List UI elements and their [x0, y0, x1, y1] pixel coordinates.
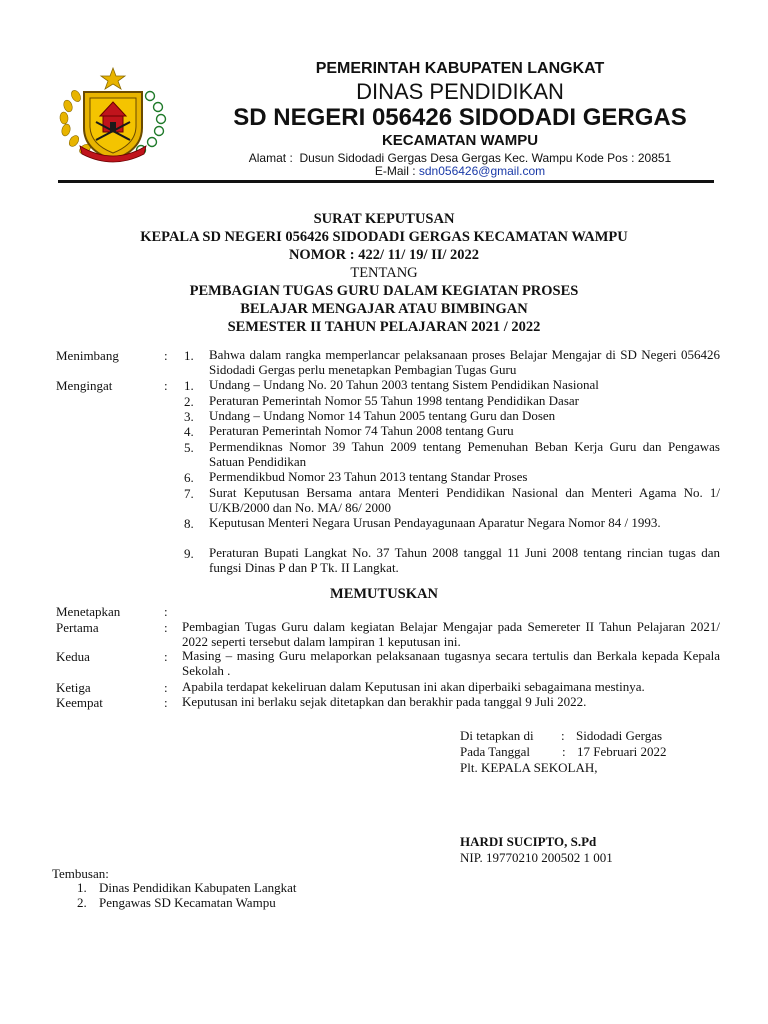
- signatory-position: Plt. KEPALA SEKOLAH,: [460, 760, 598, 775]
- list-item: Peraturan Pemerintah Nomor 74 Tahun 2008 tentang Guru: [209, 423, 514, 438]
- letterhead-email: [170, 164, 750, 178]
- address-label: Alamat :: [248, 151, 293, 165]
- keempat-text: Keputusan ini berlaku sejak ditetapkan dan berakhir pada tanggal 9 Juli 2022.: [182, 694, 587, 709]
- menetapkan-label: Menetapkan: [56, 604, 121, 619]
- list-item: Bahwa dalam rangka memperlancar pelaksanaan proses Belajar Mengajar di SD Negeri 056426 Sidodadi Gergas perlu menetapkan Pembagian Tugas Guru: [209, 347, 720, 377]
- colon: :: [164, 604, 168, 619]
- ketiga-label: Ketiga: [56, 680, 91, 695]
- kedua-label: Kedua: [56, 649, 90, 664]
- list-item: Keputusan Menteri Negara Urusan Pendayagunaan Aparatur Negara Nomor 84 / 1993.: [209, 515, 661, 530]
- list-number: 6.: [184, 470, 194, 485]
- letterhead-agency: DINAS PENDIDIKAN: [356, 79, 564, 104]
- letterhead-district: KECAMATAN WAMPU: [381, 132, 539, 149]
- letterhead-government: PEMERINTAH KABUPATEN LANGKAT: [315, 60, 605, 77]
- list-number: 2.: [77, 895, 87, 910]
- list-item: Permendiknas Nomor 39 Tahun 2009 tentang Pemenuhan Beban Kerja Guru dan Pengawas Satuan Pendidikan: [209, 439, 720, 469]
- kedua-text: Masing – masing Guru melaporkan pelaksanaan tugasnya secara tertulis dan Berkala kepada Kepala Sekolah .: [182, 648, 720, 678]
- list-item: Peraturan Bupati Langkat No. 37 Tahun 2008 tanggal 11 Juni 2008 tentang rincian tugas dan fungsi Dinas P dan P Tk. II Langkat.: [209, 545, 720, 575]
- place-label: Di tetapkan di: [460, 728, 534, 743]
- list-number: 1.: [77, 880, 87, 895]
- email-label: E-Mail :: [374, 164, 416, 178]
- list-item: Peraturan Pemerintah Nomor 55 Tahun 1998 tentang Pendidikan Dasar: [209, 393, 579, 408]
- colon: :: [164, 378, 168, 393]
- pertama-label: Pertama: [56, 620, 99, 635]
- tembusan-label: Tembusan:: [52, 866, 109, 881]
- date-label: Pada Tanggal: [460, 744, 530, 759]
- list-item: Permendikbud Nomor 23 Tahun 2013 tentang Standar Proses: [209, 469, 528, 484]
- signatory-name: HARDI SUCIPTO, S.Pd: [460, 834, 597, 849]
- colon: :: [164, 348, 168, 363]
- colon: :: [561, 728, 565, 743]
- list-number: 5.: [184, 440, 194, 455]
- doc-subject-1: PEMBAGIAN TUGAS GURU DALAM KEGIATAN PROSES: [189, 283, 579, 299]
- date-line: [460, 744, 682, 760]
- ketiga-text: Apabila terdapat kekeliruan dalam Keputusan ini akan diperbaiki sebagaimana mestinya.: [182, 679, 645, 694]
- doc-subject-2: BELAJAR MENGAJAR ATAU BIMBINGAN: [240, 301, 528, 317]
- doc-issuer: KEPALA SD NEGERI 056426 SIDODADI GERGAS KECAMATAN WAMPU: [140, 229, 628, 245]
- letterhead-rule: [58, 180, 714, 183]
- list-item: Surat Keputusan Bersama antara Menteri Pendidikan Nasional dan Menteri Agama No. 1/ U/KB/2000 dan No. MA/ 86/ 2000: [209, 485, 720, 515]
- list-number: 2.: [184, 394, 194, 409]
- list-number: 1.: [184, 348, 194, 363]
- letterhead-school-name: SD NEGERI 056426 SIDODADI GERGAS: [233, 104, 687, 131]
- keempat-label: Keempat: [56, 695, 103, 710]
- list-number: 3.: [184, 409, 194, 424]
- list-number: 9.: [184, 546, 194, 561]
- mengingat-label: Mengingat: [56, 378, 113, 393]
- memutuskan-heading: MEMUTUSKAN: [330, 586, 438, 602]
- colon: :: [164, 695, 168, 710]
- list-item: Pengawas SD Kecamatan Wampu: [99, 895, 276, 910]
- doc-title: SURAT KEPUTUSAN: [313, 211, 455, 227]
- list-item: Undang – Undang Nomor 14 Tahun 2005 tentang Guru dan Dosen: [209, 408, 556, 423]
- date-value: 17 Februari 2022: [577, 744, 667, 759]
- pertama-text: Pembagian Tugas Guru dalam kegiatan Belajar Mengajar pada Semereter II Tahun Pelajaran 2021/ 2022 seperti tersebut dalam lampiran 1 keputusan ini.: [182, 619, 720, 649]
- colon: :: [562, 744, 566, 759]
- doc-subject-3: SEMESTER II TAHUN PELAJARAN 2021 / 2022: [227, 319, 541, 335]
- list-item: Dinas Pendidikan Kabupaten Langkat: [99, 880, 297, 895]
- doc-number: NOMOR : 422/ 11/ 19/ II/ 2022: [288, 247, 480, 263]
- list-item: Undang – Undang No. 20 Tahun 2003 tentang Sistem Pendidikan Nasional: [209, 377, 599, 392]
- address-text: Dusun Sidodadi Gergas Desa Gergas Kec. Wampu Kode Pos : 20851: [299, 151, 672, 165]
- list-number: 8.: [184, 516, 194, 531]
- letterhead-address: [170, 151, 750, 165]
- email-link[interactable]: sdn056426@gmail.com: [418, 164, 546, 178]
- menimbang-label: Menimbang: [56, 348, 119, 363]
- list-number: 7.: [184, 486, 194, 501]
- list-number: 1.: [184, 378, 194, 393]
- list-number: 4.: [184, 424, 194, 439]
- doc-tentang: TENTANG: [350, 265, 418, 281]
- colon: :: [164, 620, 168, 635]
- colon: :: [164, 649, 168, 664]
- regency-emblem-logo: [54, 66, 172, 166]
- signatory-nip: NIP. 19770210 200502 1 001: [460, 850, 613, 865]
- colon: :: [164, 680, 168, 695]
- place-value: Sidodadi Gergas: [576, 728, 663, 743]
